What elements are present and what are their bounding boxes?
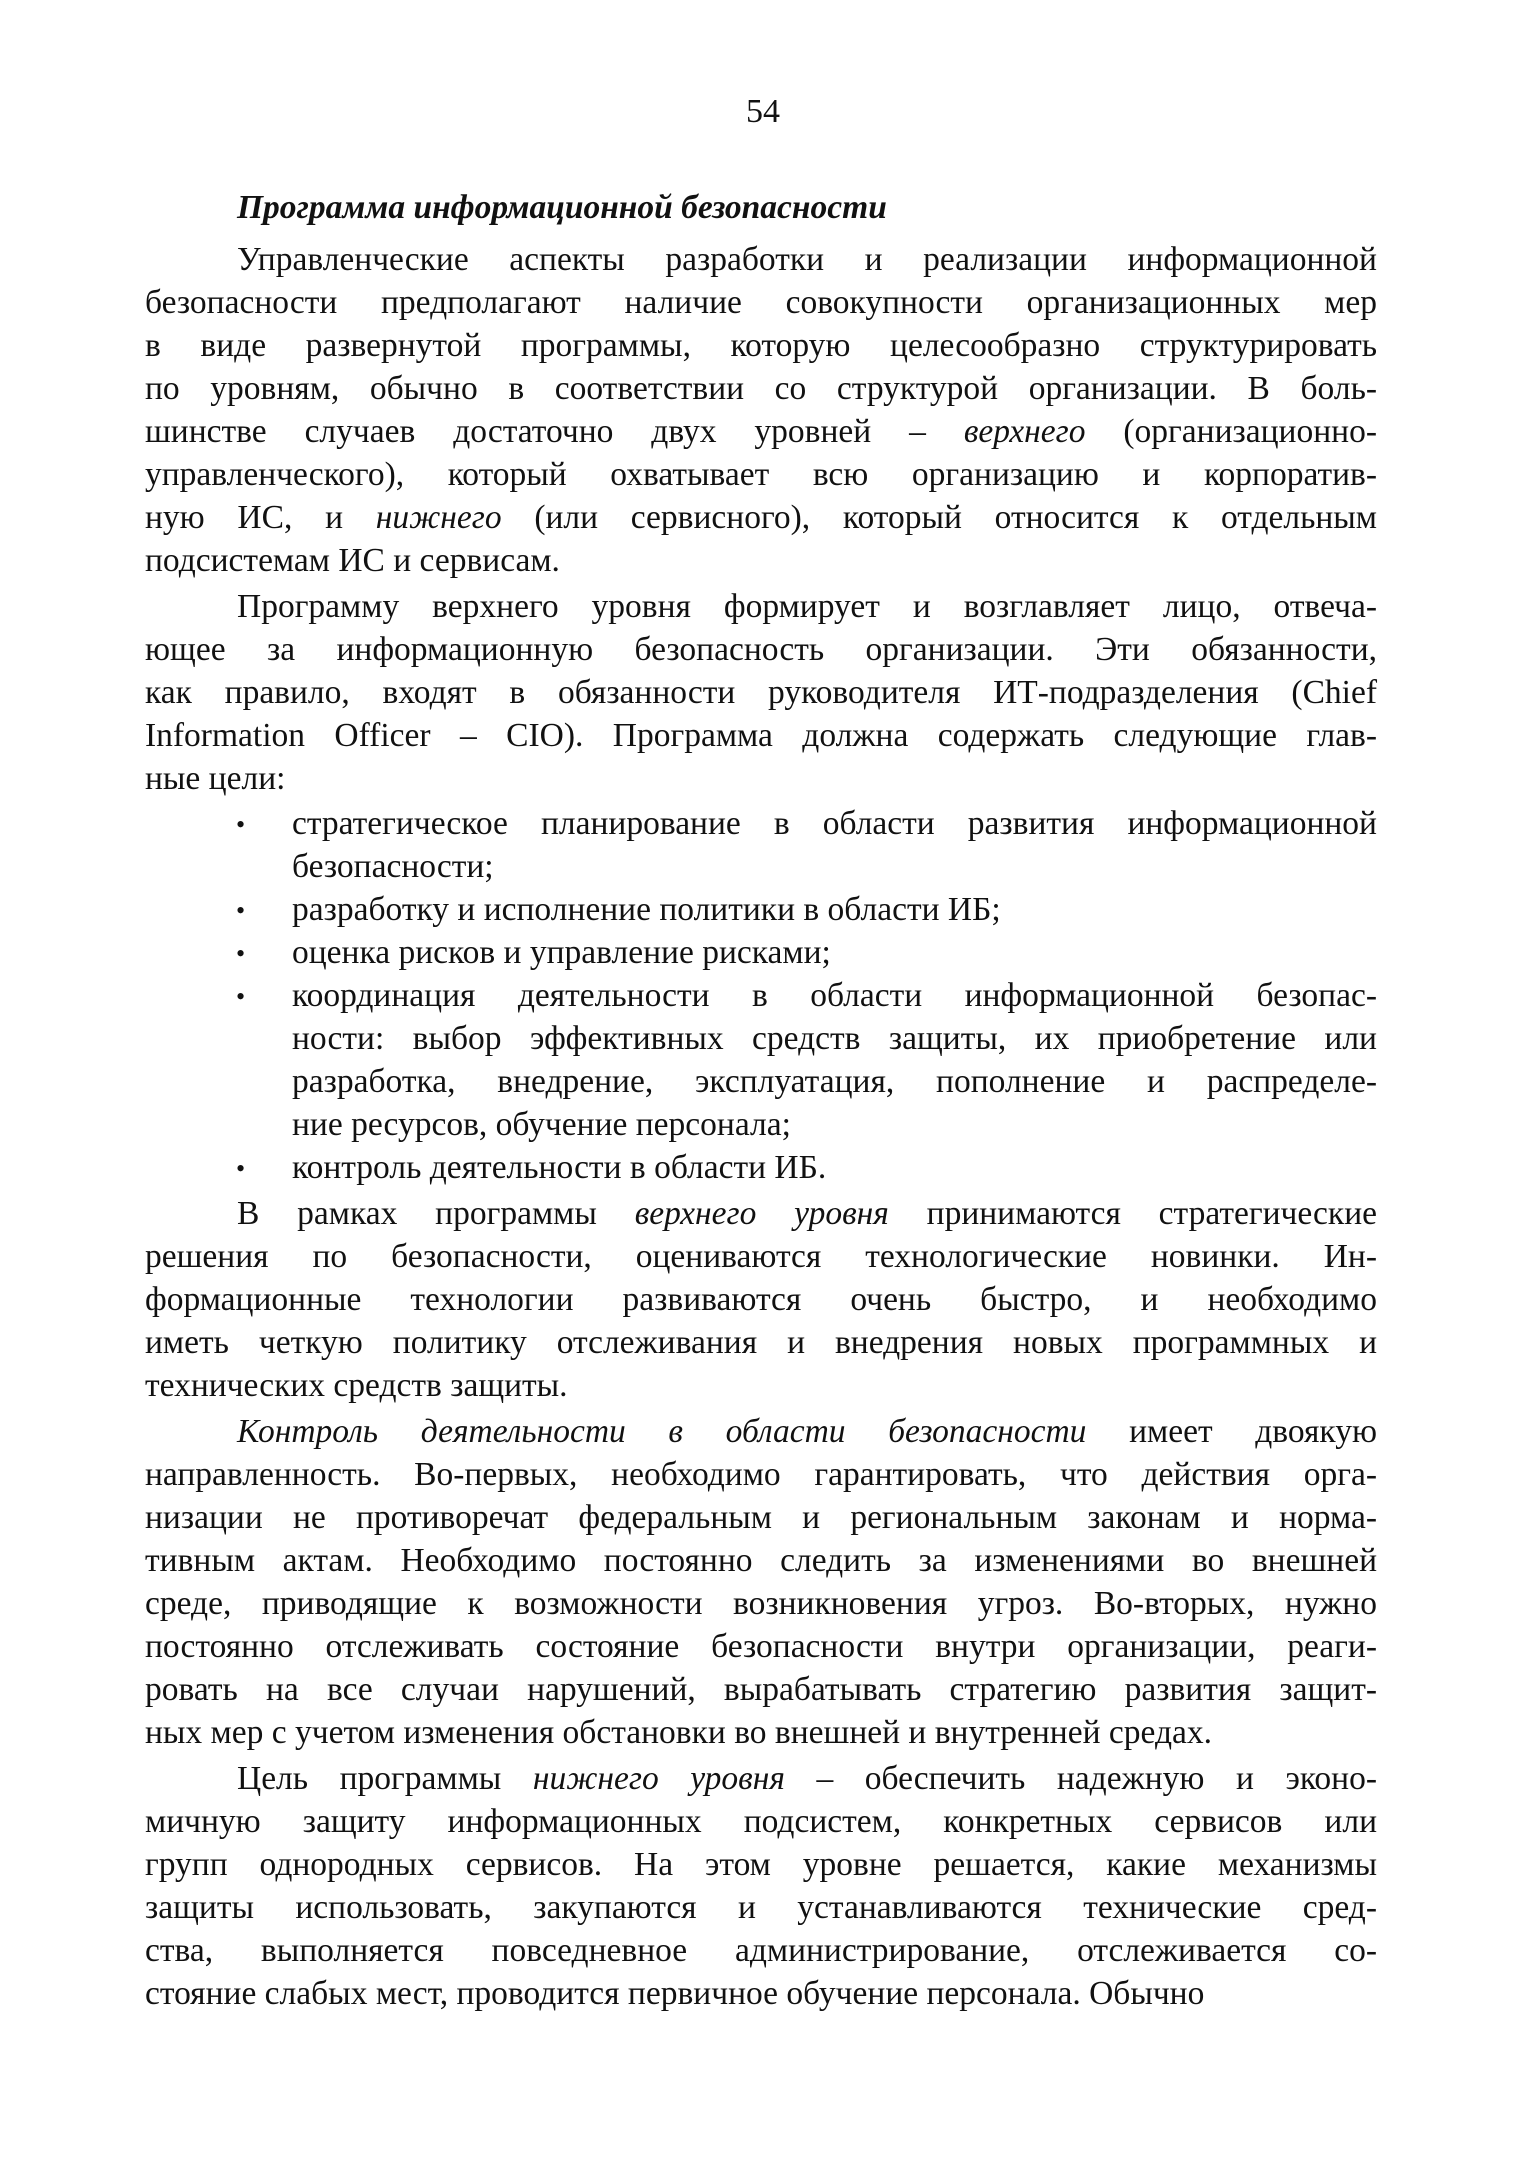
text-run: подсистемам ИС и сервисам.	[145, 542, 560, 579]
text-line	[145, 628, 1377, 671]
text-run: мичную защиту информационных подсистем, конкретных сервисов или	[145, 1803, 1377, 1840]
text-line	[145, 1192, 1377, 1235]
text-run: Цель программы	[237, 1760, 533, 1797]
text-run: шинстве случаев достаточно двух уровней –	[145, 413, 964, 450]
text-run: как правило, входят в обязанности руководителя ИТ-подразделения (Chief	[145, 674, 1377, 711]
paragraph	[145, 1757, 1377, 2015]
list-item	[145, 1146, 1377, 1189]
text-run: среде, приводящие к возможности возникновения угроз. Во-вторых, нужно	[145, 1585, 1377, 1622]
text-run: тивным актам. Необходимо постоянно следить за изменениями во внешней	[145, 1542, 1377, 1579]
text-run: безопасности предполагают наличие совокупности организационных мер	[145, 284, 1377, 321]
text-run: разработка, внедрение, эксплуатация, пополнение и распределе-	[292, 1063, 1377, 1100]
text-run: В рамках программы	[237, 1195, 635, 1232]
text-line	[145, 1668, 1377, 1711]
text-line	[145, 1410, 1377, 1453]
text-run: по уровням, обычно в соответствии со структурой организации. В боль-	[145, 370, 1377, 407]
text-line	[292, 1146, 1377, 1189]
text-line	[292, 1060, 1377, 1103]
bullet-icon: •	[236, 810, 246, 839]
text-line	[145, 1972, 1377, 2015]
text-line	[145, 1235, 1377, 1278]
emphasized-text: нижнего	[375, 499, 502, 536]
text-line	[145, 1321, 1377, 1364]
text-run: ную ИС, и	[145, 499, 376, 536]
text-line	[145, 238, 1377, 281]
section-heading: Программа информационной безопасности	[237, 189, 887, 226]
text-run: низации не противоречат федеральным и региональным законам и норма-	[145, 1499, 1377, 1536]
text-line	[292, 974, 1377, 1017]
text-run: ные цели:	[145, 760, 286, 797]
paragraph	[145, 585, 1377, 800]
text-line	[145, 281, 1377, 324]
text-run: безопасности;	[292, 848, 494, 885]
text-run: направленность. Во-первых, необходимо гарантировать, что действия орга-	[145, 1456, 1377, 1493]
text-run: решения по безопасности, оцениваются технологические новинки. Ин-	[145, 1238, 1377, 1275]
list-item	[145, 931, 1377, 974]
text-line	[145, 585, 1377, 628]
text-line	[292, 888, 1377, 931]
list-item	[145, 974, 1377, 1146]
body-text	[145, 238, 1377, 2015]
text-line	[145, 671, 1377, 714]
list-item	[145, 802, 1377, 888]
text-line	[292, 1103, 1377, 1146]
text-line	[292, 931, 1377, 974]
text-run: ных мер с учетом изменения обстановки во внешней и внутренней средах.	[145, 1714, 1212, 1751]
text-run: ровать на все случаи нарушений, вырабатывать стратегию развития защит-	[145, 1671, 1377, 1708]
paragraph	[145, 238, 1377, 582]
text-line	[145, 539, 1377, 582]
text-line	[145, 1364, 1377, 1407]
text-run: постоянно отслеживать состояние безопасности внутри организации, реаги-	[145, 1628, 1377, 1665]
text-run: – обеспечить надежную и эконо-	[784, 1760, 1378, 1797]
text-line	[145, 1711, 1377, 1754]
text-line	[145, 1800, 1377, 1843]
text-run: (организационно-	[1085, 413, 1377, 450]
text-run: ющее за информационную безопасность организации. Эти обязанности,	[145, 631, 1377, 668]
bullet-icon: •	[236, 982, 246, 1011]
text-run: иметь четкую политику отслеживания и внедрения новых программных и	[145, 1324, 1377, 1361]
text-run: контроль деятельности в области ИБ.	[292, 1149, 827, 1186]
text-line	[145, 714, 1377, 757]
page-number: 54	[746, 93, 780, 130]
text-line	[145, 1929, 1377, 1972]
emphasized-text: нижнего уровня	[532, 1760, 785, 1797]
text-line	[145, 1539, 1377, 1582]
text-line	[292, 1017, 1377, 1060]
text-run: оценка рисков и управление рисками;	[292, 934, 831, 971]
text-run: разработку и исполнение политики в области ИБ;	[292, 891, 1001, 928]
emphasized-text: Контроль деятельности в области безопасности	[237, 1413, 1087, 1450]
bullet-icon: •	[236, 1154, 246, 1183]
text-line	[292, 802, 1377, 845]
text-line	[145, 1886, 1377, 1929]
page-content	[145, 186, 1377, 2015]
text-run: Information Officer – CIO). Программа должна содержать следующие глав-	[145, 717, 1377, 754]
text-line	[145, 1757, 1377, 1800]
text-run: Программу верхнего уровня формирует и возглавляет лицо, отвеча-	[237, 588, 1377, 625]
emphasized-text: верхнего	[963, 413, 1086, 450]
text-line	[145, 453, 1377, 496]
text-line	[292, 845, 1377, 888]
text-line	[145, 1453, 1377, 1496]
text-line	[145, 410, 1377, 453]
text-line	[145, 1278, 1377, 1321]
text-line	[145, 1625, 1377, 1668]
text-line	[145, 1496, 1377, 1539]
text-run: Управленческие аспекты разработки и реализации информационной	[237, 241, 1377, 278]
text-run: управленческого), который охватывает всю организацию и корпоратив-	[145, 456, 1377, 493]
text-run: в виде развернутой программы, которую целесообразно структурировать	[145, 327, 1377, 364]
paragraph	[145, 1192, 1377, 1407]
text-run: стратегическое планирование в области развития информационной	[292, 805, 1377, 842]
bullet-icon: •	[236, 939, 246, 968]
text-run: (или сервисного), который относится к отдельным	[501, 499, 1378, 536]
text-run: принимаются стратегические	[888, 1195, 1377, 1232]
text-line	[145, 367, 1377, 410]
text-run: имеет двоякую	[1086, 1413, 1377, 1450]
text-line	[145, 496, 1377, 539]
text-run: формационные технологии развиваются очень быстро, и необходимо	[145, 1281, 1377, 1318]
text-run: ности: выбор эффективных средств защиты, их приобретение или	[292, 1020, 1377, 1057]
paragraph	[145, 1410, 1377, 1754]
text-run: ние ресурсов, обучение персонала;	[292, 1106, 791, 1143]
text-run: групп однородных сервисов. На этом уровне решается, какие механизмы	[145, 1846, 1377, 1883]
text-run: ства, выполняется повседневное администрирование, отслеживается со-	[145, 1932, 1377, 1969]
text-run: защиты использовать, закупаются и устанавливаются технические сред-	[145, 1889, 1377, 1926]
text-line	[145, 757, 1377, 800]
text-run: стояние слабых мест, проводится первичное обучение персонала. Обычно	[145, 1975, 1205, 2012]
emphasized-text: верхнего уровня	[634, 1195, 889, 1232]
text-line	[145, 324, 1377, 367]
list-item	[145, 888, 1377, 931]
text-run: координация деятельности в области информационной безопас-	[292, 977, 1377, 1014]
bullet-list	[145, 802, 1377, 1189]
bullet-icon: •	[236, 896, 246, 925]
text-line	[145, 1843, 1377, 1886]
text-line	[145, 1582, 1377, 1625]
text-run: технических средств защиты.	[145, 1367, 568, 1404]
